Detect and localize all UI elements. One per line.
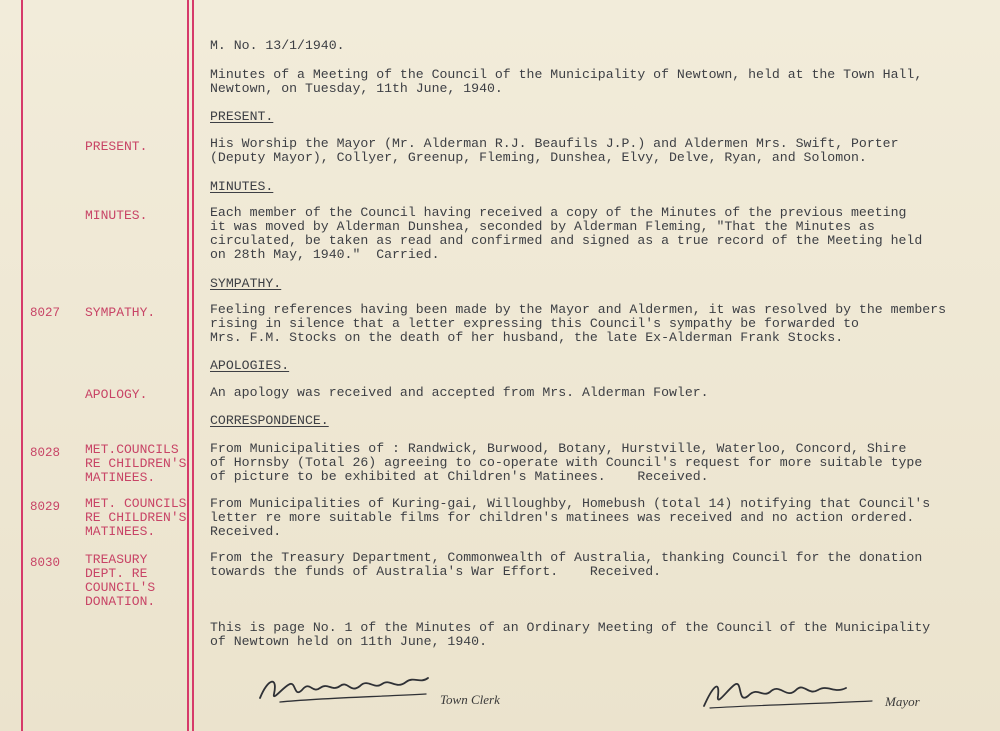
corr-8029-line-1: From Municipalities of Kuring-gai, Willoughby, Homebush (total 14) notifying that Council's — [210, 496, 931, 511]
margin-label-minutes: MINUTES. — [85, 208, 148, 223]
town-clerk-label: Town Clerk — [440, 692, 500, 707]
corr-8028-line-1: From Municipalities of : Randwick, Burwood, Botany, Hurstville, Waterloo, Concord, Shire — [210, 441, 907, 456]
corr-8029-line-3: Received. — [210, 524, 282, 539]
town-clerk-signature — [250, 664, 440, 710]
mayor-label: Mayor — [885, 694, 920, 709]
margin-label-apology: APOLOGY. — [85, 387, 148, 402]
heading-apologies: APOLOGIES. — [210, 358, 290, 373]
present-line-1: His Worship the Mayor (Mr. Alderman R.J. Beaufils J.P.) and Aldermen Mrs. Swift, Porter — [210, 136, 899, 151]
margin-label-8030-3: COUNCIL'S — [85, 580, 156, 595]
heading-present: PRESENT. — [210, 109, 274, 124]
minutes-line-2: it was moved by Alderman Dunshea, seconded by Alderman Fleming, "That the Minutes as — [210, 219, 875, 234]
margin-label-8029-3: MATINEES. — [85, 524, 156, 539]
minute-ref-8027: 8027 — [30, 306, 61, 320]
left-margin-rule — [21, 0, 23, 731]
heading-minutes: MINUTES. — [210, 179, 274, 194]
apology-line-1: An apology was received and accepted from Mrs. Alderman Fowler. — [210, 385, 709, 400]
intro-line-1: Minutes of a Meeting of the Council of the Municipality of Newtown, held at the Town Hall, — [210, 67, 923, 82]
margin-rule-outer — [192, 0, 194, 731]
margin-label-8028-1: MET.COUNCILS — [85, 442, 179, 457]
margin-label-8030-4: DONATION. — [85, 594, 156, 609]
minutes-line-3: circulated, be taken as read and confirmed and signed as a true record of the Meeting held — [210, 233, 923, 248]
intro-line-2: Newtown, on Tuesday, 11th June, 1940. — [210, 81, 503, 96]
corr-8030-line-2: towards the funds of Australia's War Effort. Received. — [210, 564, 662, 579]
mayor-signature — [690, 668, 880, 714]
margin-label-8029-2: RE CHILDREN'S — [85, 510, 187, 525]
sympathy-line-1: Feeling references having been made by the Mayor and Aldermen, it was resolved by the members — [210, 302, 946, 317]
corr-8029-line-2: letter re more suitable films for children's matinees was received and no action ordered. — [210, 510, 915, 525]
margin-label-8028-3: MATINEES. — [85, 470, 156, 485]
margin-label-8029-1: MET. COUNCILS — [85, 496, 187, 511]
minute-number: M. No. 13/1/1940. — [210, 38, 345, 53]
margin-rule-inner — [187, 0, 189, 731]
sympathy-line-2: rising in silence that a letter expressing this Council's sympathy be forwarded to — [210, 316, 859, 331]
minute-ref-8029: 8029 — [30, 500, 61, 514]
margin-label-8028-2: RE CHILDREN'S — [85, 456, 187, 471]
minute-ref-8030: 8030 — [30, 556, 61, 570]
footer-line-1: This is page No. 1 of the Minutes of an Ordinary Meeting of the Council of the Municipality — [210, 620, 931, 635]
corr-8028-line-2: of Hornsby (Total 26) agreeing to co-operate with Council's request for more suitable type — [210, 455, 923, 470]
corr-8028-line-3: of picture to be exhibited at Children's Matinees. Received. — [210, 469, 709, 484]
minutes-line-1: Each member of the Council having received a copy of the Minutes of the previous meeting — [210, 205, 907, 220]
margin-label-8030-2: DEPT. RE — [85, 566, 148, 581]
present-line-2: (Deputy Mayor), Collyer, Greenup, Fleming, Dunshea, Elvy, Delve, Ryan, and Solomon. — [210, 150, 867, 165]
sympathy-line-3: Mrs. F.M. Stocks on the death of her husband, the late Ex-Alderman Frank Stocks. — [210, 330, 844, 345]
margin-label-present: PRESENT. — [85, 139, 148, 154]
margin-label-8030-1: TREASURY — [85, 552, 148, 567]
minutes-line-4: on 28th May, 1940." Carried. — [210, 247, 440, 262]
footer-line-2: of Newtown held on 11th June, 1940. — [210, 634, 487, 649]
heading-correspondence: CORRESPONDENCE. — [210, 413, 329, 428]
heading-sympathy: SYMPATHY. — [210, 276, 282, 291]
minute-ref-8028: 8028 — [30, 446, 61, 460]
corr-8030-line-1: From the Treasury Department, Commonwealth of Australia, thanking Council for the donation — [210, 550, 923, 565]
margin-label-sympathy: SYMPATHY. — [85, 305, 156, 320]
